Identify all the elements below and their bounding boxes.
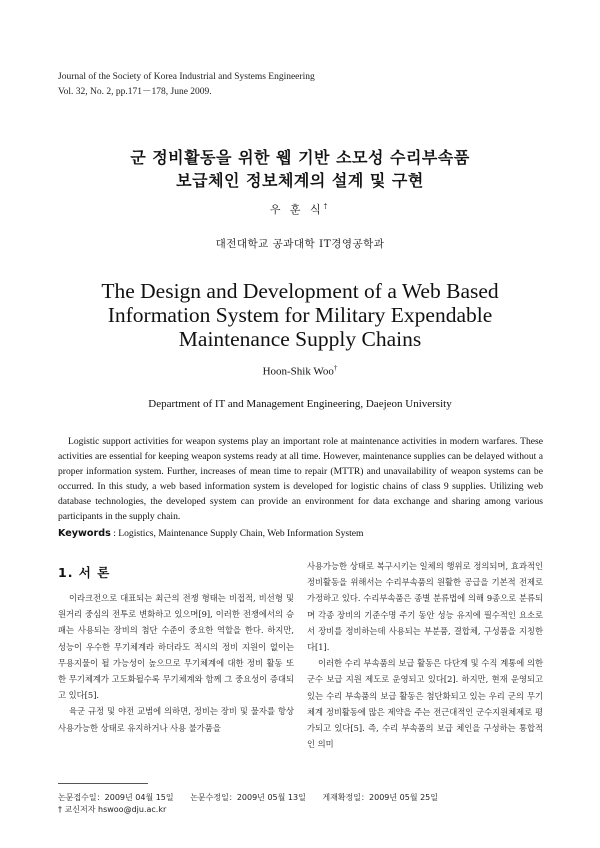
received-date: 논문접수일：2009년 04월 15일 [58,793,174,802]
english-author-name: Hoon-Shik Woo [262,365,334,378]
english-title [0,279,600,351]
korean-author [0,201,600,217]
section-title: 1. 서 론 [58,565,111,580]
paragraph: 이라크전으로 대표되는 최근의 전쟁 형태는 비접적, 비선형 및 원거리 중심의 전투로 변화하고 있으며[9], 이러한 전쟁에서의 승패는 사용되는 장비의 첨단 수준이 중요한 역할을 한다. 하지만, 성능이 우수한 무기체계라 하더라도 적시의 정비 지원이 없이는 무용지물이 될 가능성이 높으므로 무기체계에 대한 정비 활동 또한 무기체계가 고도화될수록 무기체계와 함께 그 중요성이 증대되고 있다[5]. [58,593,294,701]
journal-volume: Vol. 32, No. 2, pp.171－178, June 2009. [58,87,212,97]
abstract [58,434,543,525]
english-affiliation: Department of IT and Management Engineering, Daejeon University [148,398,452,410]
korean-title-line1: 군 정비활동을 위한 웹 기반 소모성 수리부속품 [130,148,470,167]
korean-title-line2: 보급체인 정보체계의 설계 및 구현 [176,171,424,190]
keywords-text: : Logistics, Maintenance Supply Chain, Web Information System [113,528,364,539]
korean-title [0,146,600,192]
english-author-mark: † [333,364,338,372]
english-author [0,364,600,378]
korean-affiliation: 대전대학교 공과대학 IT경영공학과 [215,238,385,250]
keywords [58,528,364,539]
author-mark: † [323,202,331,211]
abstract-text: Logistic support activities for weapon systems play an important role at maintenance activities in modern warfares. These activities are essential for keeping weapon systems ready at all time. However, maintenance supplies can be delayed without a proper information system. Further, increases of mean time to repair (MTTR) and unavailability of weapon systems can be occurred. In this study, a web based information system is developed for logistic chains of class 9 supplies. Utilizing web database technologies, the developed system can provide an environment for data exchange and sharing among various participants in the supply chain. [58,436,543,523]
footnote-dates [58,792,452,804]
paragraph: 육군 규정 및 야전 교범에 의하면, 정비는 장비 및 물자를 항상 사용가능한 상태로 유지하거나 사용 불가품을 [58,706,294,733]
keywords-label: Keywords [58,528,111,539]
accepted-date: 게재확정일：2009년 05월 25일 [322,793,439,802]
english-title-line2: Information System for Military Expendable [107,303,493,327]
journal-name: Journal of the Society of Korea Industrial and Systems Engineering [58,72,315,82]
english-title-line3: Maintenance Supply Chains [178,327,422,351]
footnote-divider [58,783,148,784]
journal-header [58,70,315,100]
korean-author-name: 우 훈 식 [269,203,324,216]
footnote [58,792,452,816]
right-column [307,558,543,752]
english-title-line1: The Design and Development of a Web Based [101,279,499,303]
paragraph: 이러한 수리 부속품의 보급 활동은 다단계 및 수직 계통에 의한 군수 보급 지원 제도로 운영되고 있다[2]. 하지만, 현재 운영되고 있는 수리 부속품의 보급 활동은 첨단화되고 있는 우리 군의 무기체계 정비활동에 많은 제약을 주는 전근대적인 군수지원체제로 평가되고 있다[5]. 즉, 수리 부속품의 보급 체인을 구성하는 통합적인 의미 [307,658,543,750]
revised-date: 논문수정일：2009년 05월 13일 [190,793,306,802]
paragraph: 사용가능한 상태로 복구시키는 일체의 행위로 정의되며, 효과적인 정비활동을 위해서는 수리부속품의 원활한 공급을 기본적 전제로 가정하고 있다. 수리부속품은 종별 분류법에 의해 9종으로 분류되며 각종 장비의 기준수명 주기 동안 성능 유지에 필수적인 요소로서 장비를 정비하는데 사용되는 부분품, 결합체, 구성품을 지칭한다[1]. [307,561,543,653]
corresponding-author: † 교신저자 hswoo@dju.ac.kr [58,805,167,814]
left-column [58,590,294,736]
